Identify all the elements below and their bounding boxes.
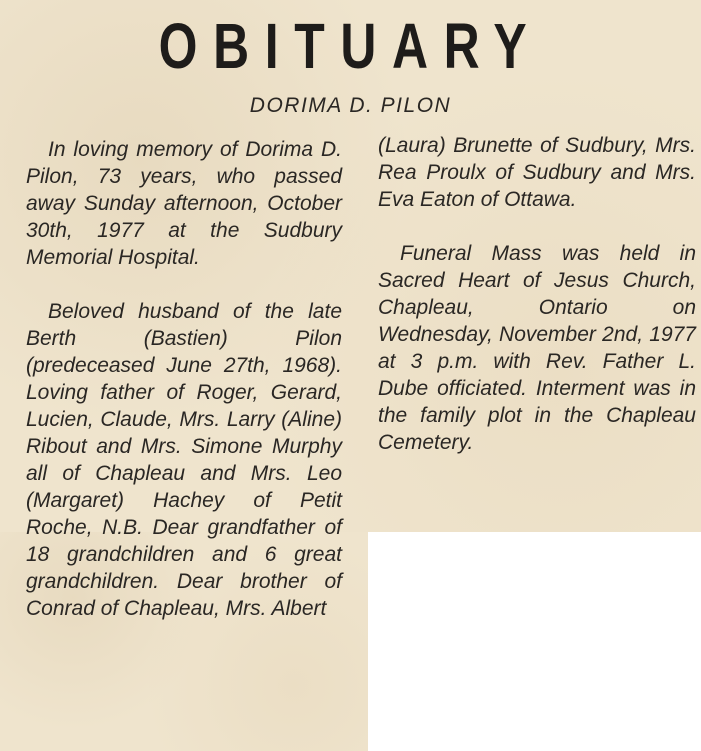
family-continued-paragraph: (Laura) Brunette of Sudbury, Mrs. Rea Proulx of Sudbury and Mrs. Eva Eaton of Ottawa.	[378, 134, 696, 211]
funeral-paragraph: Funeral Mass was held in Sacred Heart of Jesus Church, Chapleau, Ontario on Wednesday, November 2nd, 1977 at 3 p.m. with Rev. Father L. Dube officiated. Interment was in the family plot in the Chapleau Cemetery.	[378, 242, 696, 454]
deceased-name: DORIMA D. PILON	[249, 94, 452, 117]
right-column	[378, 132, 696, 456]
headline: OBITUARY	[158, 10, 543, 82]
left-column	[26, 136, 342, 622]
memory-paragraph: In loving memory of Dorima D. Pilon, 73 years, who passed away Sunday afternoon, October 30th, 1977 at the Sudbury Memorial Hospital.	[26, 138, 342, 269]
family-paragraph: Beloved husband of the late Berth (Bastien) Pilon (predeceased June 27th, 1968). Loving father of Roger, Gerard, Lucien, Claude, Mrs. Larry (Aline) Ribout and Mrs. Simone Murphy all of Chapleau and Mrs. Leo (Margaret) Hachey of Petit Roche, N.B. Dear grandfather of 18 grandchildren and 6 great grandchildren. Dear brother of Conrad of Chapleau, Mrs. Albert	[26, 300, 342, 620]
